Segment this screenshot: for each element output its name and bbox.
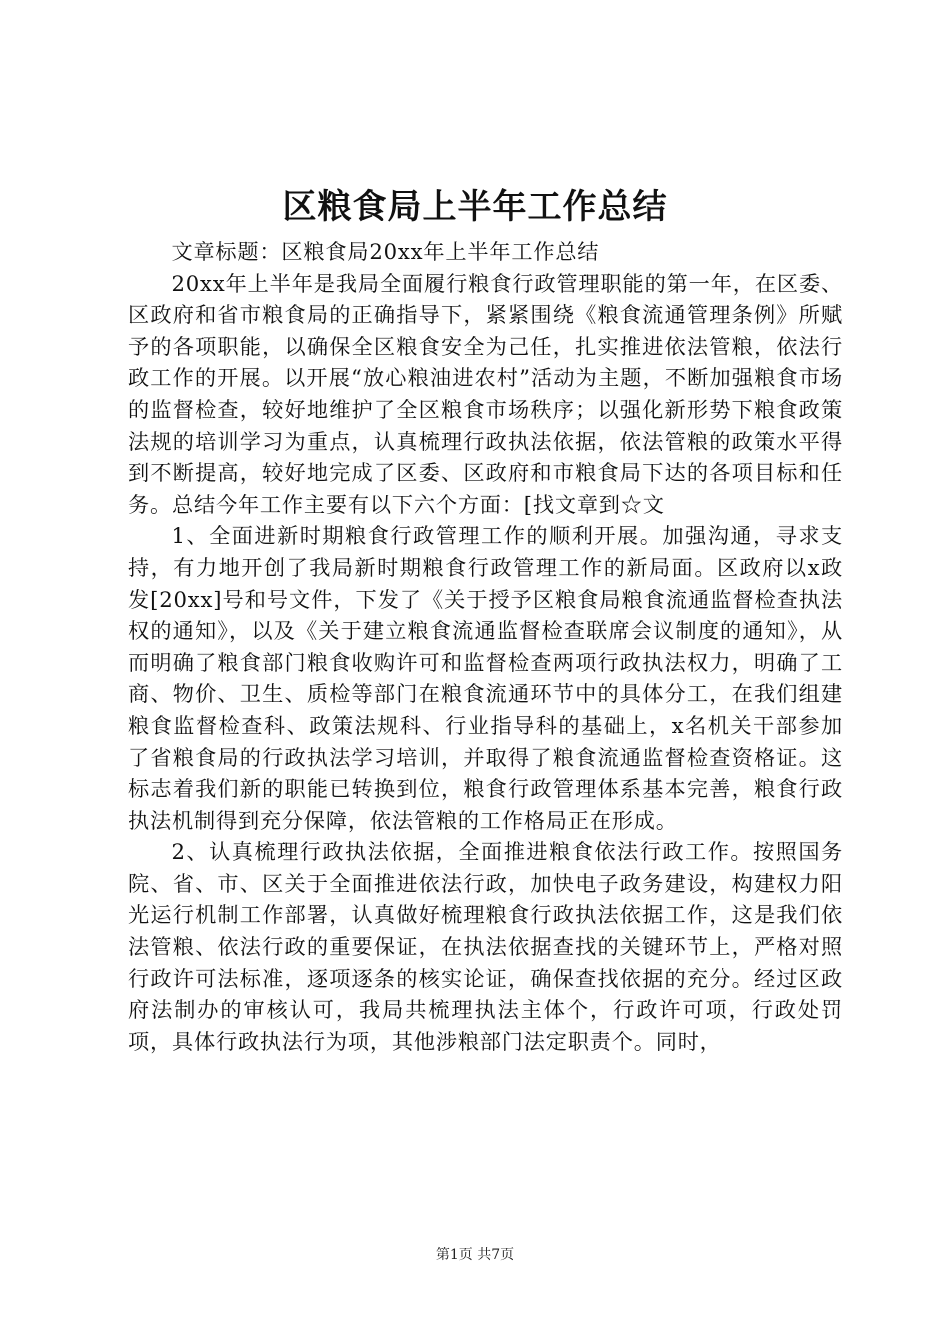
intro-paragraph: 20xx年上半年是我局全面履行粮食行政管理职能的第一年，在区委、区政府和省市粮食局的正确指导下，紧紧围绕《粮食流通管理条例》所赋予的各项职能，以确保全区粮食安全为己任，扎实推进依法管粮，依法行政工作的开展。以开展“放心粮油进农村”活动为主题，不断加强粮食市场的监督检查，较好地维护了全区粮食市场秩序；以强化新形势下粮食政策法规的培训学习为重点，认真梳理行政执法依据，依法管粮的政策水平得到不断提高，较好地完成了区委、区政府和市粮食局下达的各项目标和任务。总结今年工作主要有以下六个方面：[找文章到☆文 bbox=[128, 270, 843, 517]
article-title-line: 文章标题：区粮食局20xx年上半年工作总结 bbox=[171, 239, 600, 264]
section-2-paragraph: 2、认真梳理行政执法依据，全面推进粮食依法行政工作。按照国务院、省、市、区关于全面推进依法行政，加快电子政务建设，构建权力阳光运行机制工作部署，认真做好梳理粮食行政执法依据工作，这是我们依法管粮、依法行政的重要保证，在执法依据查找的关键环节上，严格对照行政许可法标准，逐项逐条的核实论证，确保查找依据的充分。经过区政府法制办的审核认可，我局共梳理执法主体个，行政许可项，行政处罚项，具体行政执法行为项，其他涉粮部门法定职责个。同时， bbox=[128, 839, 843, 1054]
section-1-paragraph: 1、全面进新时期粮食行政管理工作的顺利开展。加强沟通，寻求支持，有力地开创了我局新时期粮食行政管理工作的新局面。区政府以x政发[20xx]号和号文件，下发了《关于授予区粮食局粮食流通监督检查执法权的通知》，以及《关于建立粮食流通监督检查联席会议制度的通知》，从而明确了粮食部门粮食收购许可和监督检查两项行政执法权力，明确了工商、物价、卫生、质检等部门在粮食流通环节中的具体分工，在我们组建粮食监督检查科、政策法规科、行业指导科的基础上，x名机关干部参加了省粮食局的行政执法学习培训，并取得了粮食流通监督检查资格证。这标志着我们新的职能已转换到位，粮食行政管理体系基本完善，粮食行政执法机制得到充分保障，依法管粮的工作格局正在形成。 bbox=[128, 523, 843, 833]
document-body bbox=[128, 236, 843, 1057]
page-footer: 第1页 共7页 bbox=[435, 1247, 515, 1263]
document-title: 区粮食局上半年工作总结 bbox=[282, 187, 668, 227]
